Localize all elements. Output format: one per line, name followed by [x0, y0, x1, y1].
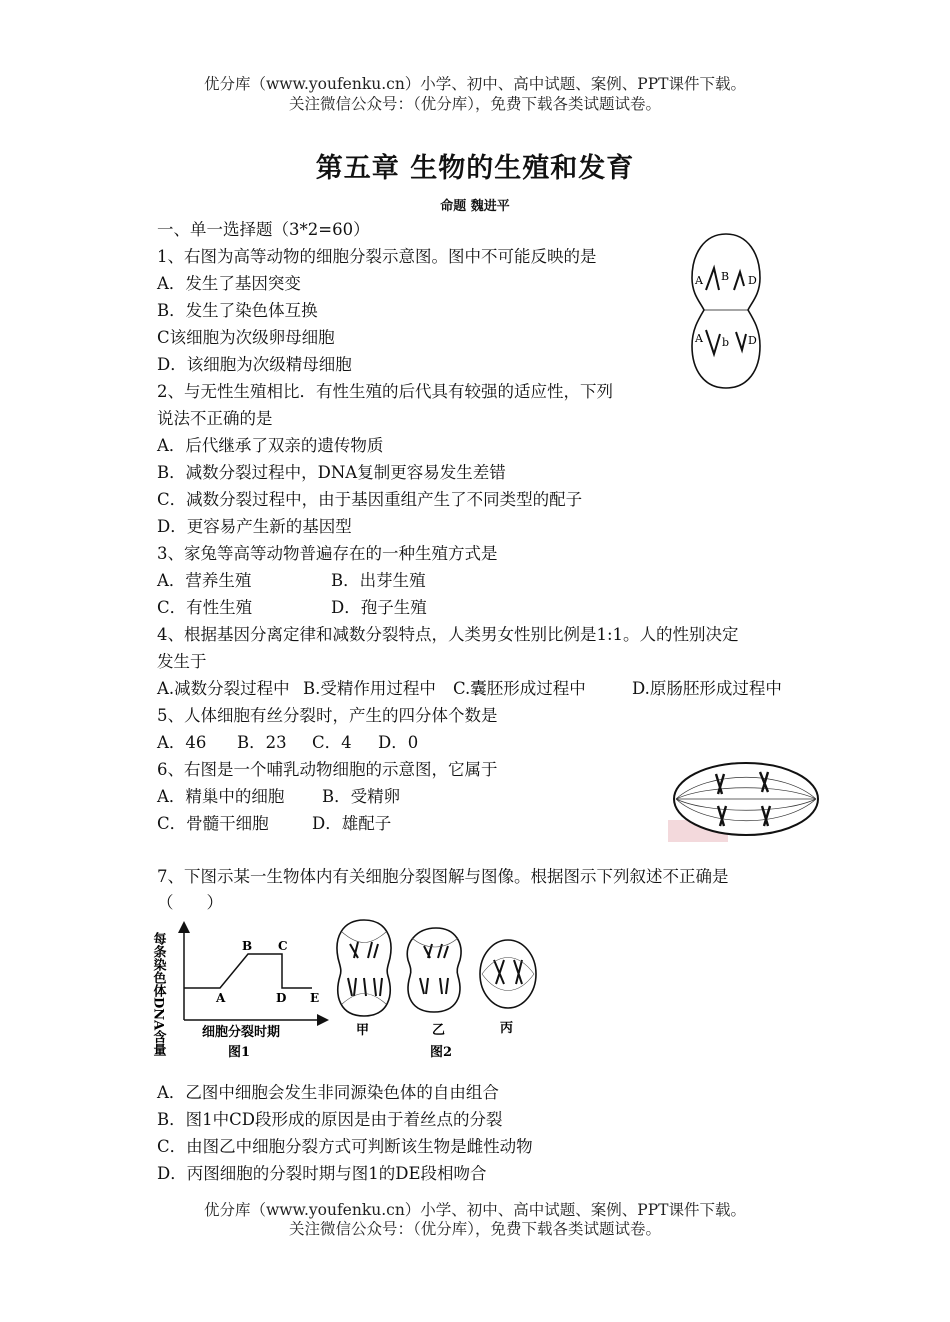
q3-option-d: D．孢子生殖 — [331, 598, 427, 617]
q7-option-a: A．乙图中细胞会发生非同源染色体的自由组合 — [157, 1083, 499, 1102]
q7-fig1-point-a: A — [216, 991, 226, 1005]
q1-fig-label-4: A — [695, 332, 703, 345]
q1-option-d: D．该细胞为次级精母细胞 — [157, 355, 352, 374]
page-title: 第五章 生物的生殖和发育 — [315, 153, 635, 184]
q4-option-a: A.减数分裂过程中 — [157, 679, 290, 698]
q6-option-a: A．精巢中的细胞 — [157, 787, 285, 806]
q5-option-d: D．0 — [378, 733, 419, 752]
q2-option-b: B．减数分裂过程中，DNA复制更容易发生差错 — [157, 463, 506, 482]
q1-fig-label-6: D — [748, 334, 757, 347]
q5-option-b: B．23 — [237, 733, 287, 752]
q7-fig1-point-c: C — [278, 939, 288, 953]
q7-stem-1: 7、下图示某一生物体内有关细胞分裂图解与图像。根据图示下列叙述不正确是 — [157, 867, 729, 886]
q4-stem-2: 发生于 — [157, 652, 207, 671]
q7-fig1-point-e: E — [310, 991, 320, 1005]
q1-stem: 1、右图为高等动物的细胞分裂示意图。图中不可能反映的是 — [157, 247, 597, 266]
q7-figure-2-cells — [328, 912, 548, 1062]
q7-option-b: B．图1中CD段形成的原因是由于着丝点的分裂 — [157, 1110, 503, 1129]
q2-option-a: A．后代继承了双亲的遗传物质 — [157, 436, 384, 455]
q7-fig2-cell-jia: 甲 — [356, 1023, 370, 1038]
q2-option-d: D．更容易产生新的基因型 — [157, 517, 352, 536]
q3-option-b: B．出芽生殖 — [331, 571, 426, 590]
q7-option-d: D．丙图细胞的分裂时期与图1的DE段相吻合 — [157, 1164, 487, 1183]
q4-option-d: D.原肠胚形成过程中 — [632, 679, 782, 698]
q6-stem: 6、右图是一个哺乳动物细胞的示意图，它属于 — [157, 760, 498, 779]
q1-fig-label-1: A — [695, 274, 703, 287]
q2-stem-2: 说法不正确的是 — [157, 409, 273, 428]
q1-cell-division-figure — [686, 230, 766, 392]
q4-stem-1: 4、根据基因分离定律和减数分裂特点，人类男女性别比例是1:1。人的性别决定 — [157, 625, 739, 644]
q4-option-c: C.囊胚形成过程中 — [453, 679, 586, 698]
q7-figure-1-graph — [150, 918, 330, 1060]
q5-option-a: A．46 — [157, 733, 207, 752]
q1-fig-label-5: b — [722, 336, 730, 349]
q7-fig2-caption: 图2 — [430, 1045, 453, 1060]
footer-line-2: 关注微信公众号：（优分库），免费下载各类试题试卷。 — [288, 1220, 661, 1238]
q7-fig1-point-d: D — [276, 991, 287, 1005]
q1-fig-label-3: D — [748, 274, 757, 287]
q7-fig1-point-b: B — [242, 939, 253, 953]
q2-option-c: C．减数分裂过程中，由于基因重组产生了不同类型的配子 — [157, 490, 583, 509]
header-line-1: 优分库（www.youfenku.cn）小学、初中、高中试题、案例、PPT课件下载。 — [203, 75, 747, 93]
q4-option-b: B.受精作用过程中 — [303, 679, 436, 698]
q6-option-d: D．雄配子 — [312, 814, 392, 833]
q6-cell-figure — [668, 760, 820, 842]
q7-fig2-cell-yi: 乙 — [432, 1023, 446, 1038]
q7-stem-2: （ ） — [157, 893, 223, 912]
q6-option-b: B．受精卵 — [322, 787, 401, 806]
section-heading: 一、单一选择题（3*2=60） — [157, 220, 370, 239]
q7-fig2-cell-bing: 丙 — [500, 1021, 514, 1036]
q1-option-c: C该细胞为次级卵母细胞 — [157, 328, 335, 347]
q5-stem: 5、人体细胞有丝分裂时，产生的四分体个数是 — [157, 706, 498, 725]
q7-fig1-xlabel: 细胞分裂时期 — [202, 1025, 281, 1040]
q1-option-b: B．发生了染色体互换 — [157, 301, 318, 320]
q7-fig1-caption: 图1 — [228, 1045, 251, 1060]
author-line: 命题 魏进平 — [440, 199, 510, 214]
q2-stem-1: 2、与无性生殖相比．有性生殖的后代具有较强的适应性，下列 — [157, 382, 613, 401]
footer-line-1: 优分库（www.youfenku.cn）小学、初中、高中试题、案例、PPT课件下载。 — [203, 1201, 747, 1219]
q3-stem: 3、家兔等高等动物普遍存在的一种生殖方式是 — [157, 544, 498, 563]
q7-fig1-ylabel: 每条染色体DNA含量 — [150, 932, 166, 1057]
q7-option-c: C．由图乙中细胞分裂方式可判断该生物是雌性动物 — [157, 1137, 533, 1156]
q3-option-c: C．有性生殖 — [157, 598, 253, 617]
q1-fig-label-2: B — [721, 270, 730, 283]
header-line-2: 关注微信公众号：（优分库），免费下载各类试题试卷。 — [288, 95, 661, 113]
q6-option-c: C．骨髓干细胞 — [157, 814, 269, 833]
q5-option-c: C．4 — [312, 733, 352, 752]
q1-option-a: A．发生了基因突变 — [157, 274, 301, 293]
q3-option-a: A．营养生殖 — [157, 571, 252, 590]
